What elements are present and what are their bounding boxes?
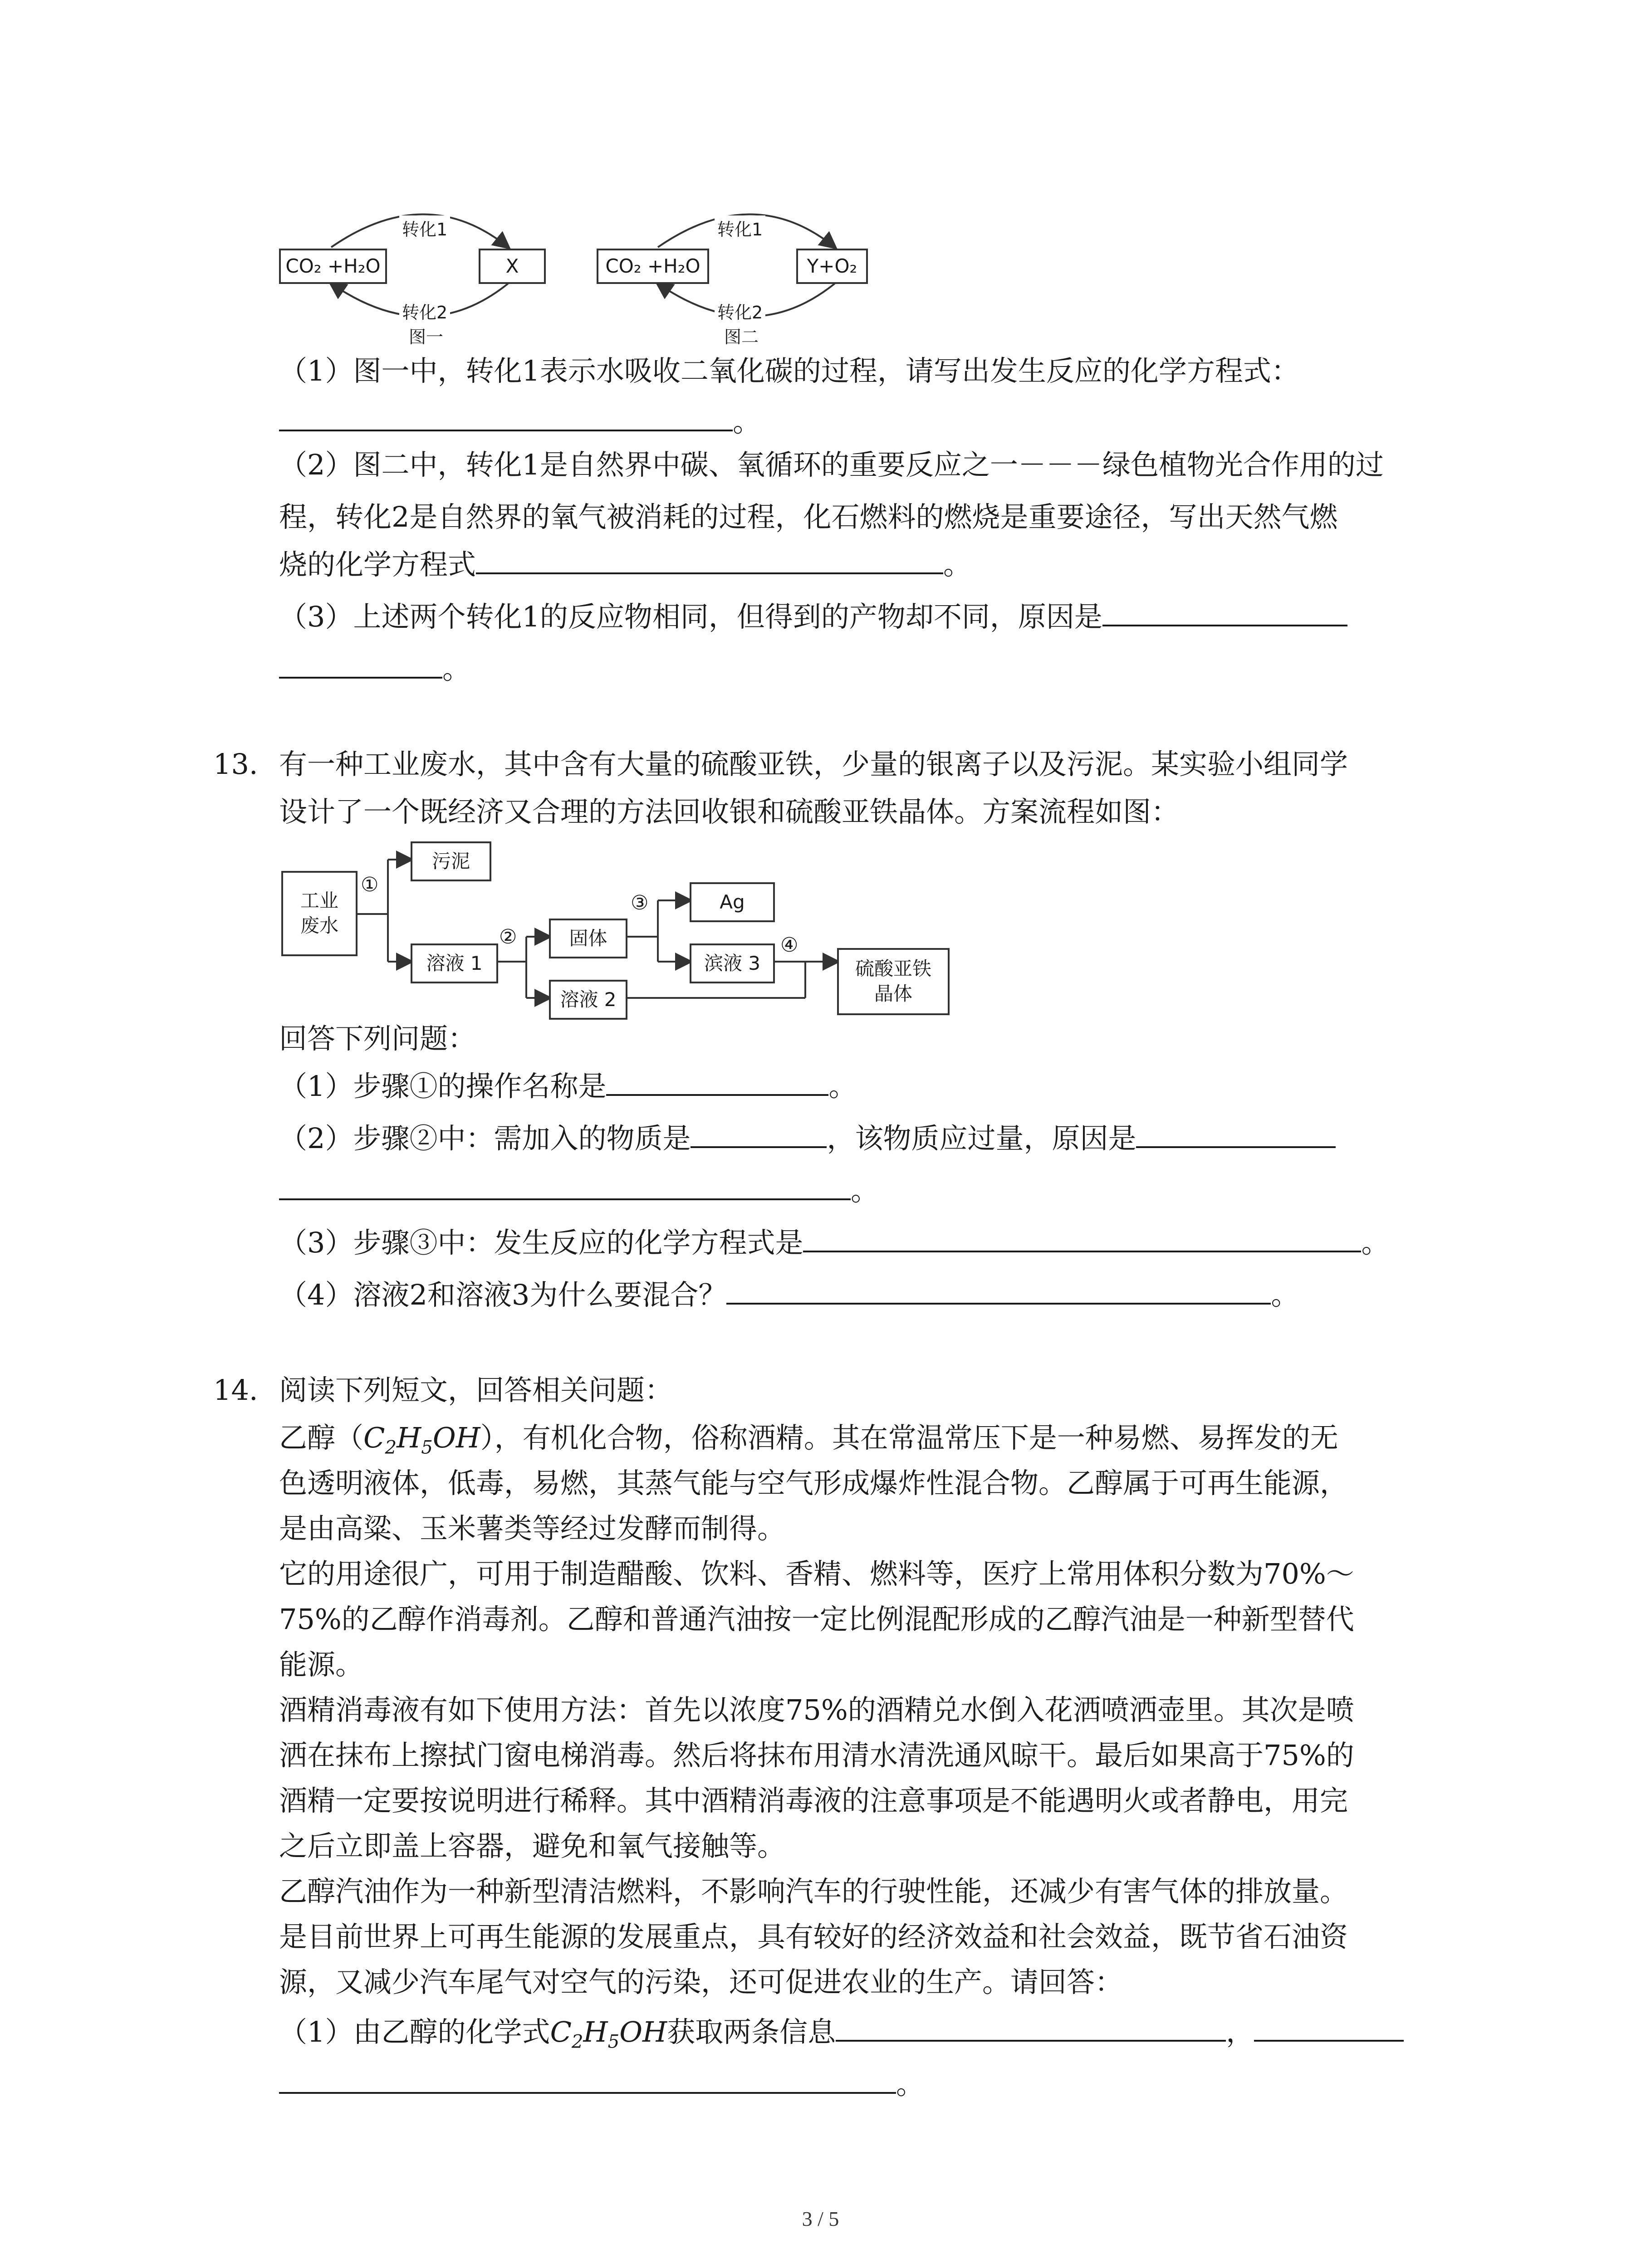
- q14-answer1-blank-c[interactable]: [279, 2064, 896, 2094]
- q14-line8: 洒在抹布上擦拭门窗电梯消毒。然后将抹布用清水清洗通风晾干。最后如果高于75%的: [279, 1739, 1354, 1772]
- flow-solution3: 滨液 3: [690, 943, 775, 983]
- q12-part2-line2: 程，转化2是自然界的氧气被消耗的过程，化石燃料的燃烧是重要途径，写出天然气燃: [279, 500, 1338, 533]
- q13-step2-blank-c[interactable]: [279, 1170, 851, 1200]
- q12-part2-line3: 烧的化学方程式 。: [279, 542, 971, 587]
- q14-line1: 乙醇$(C_2H_5OH)$，有机化合物，俗称酒精。其在常温常压下是一种易燃、易挥发的无: [279, 1421, 1338, 1458]
- q12-part2-line1: （2）图二中，转化1是自然界中碳、氧循环的重要反应之一－－－绿色植物光合作用的过: [279, 448, 1384, 481]
- q14-line6: 能源。: [279, 1648, 364, 1681]
- diagram2-left-box: CO₂ +H₂O: [597, 249, 709, 284]
- q13-answer-intro: 回答下列问题：: [279, 1022, 476, 1055]
- q14-answer1-blank-b[interactable]: [1254, 2012, 1404, 2042]
- q14-question1: （1）由乙醇的化学式$C_2H_5OH$获取两条信息 ，: [279, 2009, 1404, 2064]
- cycle-diagrams-arrows: [0, 0, 1641, 363]
- flow-step2: ②: [499, 925, 517, 948]
- q14-intro: 阅读下列短文，回答相关问题：: [279, 1374, 673, 1407]
- q12-answer3-blank-a[interactable]: [1102, 596, 1347, 626]
- diagram1-left-box: CO₂ +H₂O: [279, 249, 387, 284]
- q12-answer1-blank[interactable]: [279, 401, 733, 431]
- diagram1-right-box: X: [479, 249, 546, 284]
- q12-part3: （3）上述两个转化1的反应物相同，但得到的产物却不同，原因是: [279, 594, 1347, 640]
- flow-step4: ④: [780, 934, 798, 957]
- q14-answer1-blank-a[interactable]: [836, 2012, 1226, 2042]
- flow-step1: ①: [361, 873, 379, 896]
- q12-part1: （1）图一中，转化1表示水吸收二氧化碳的过程，请写出发生反应的化学方程式：: [279, 354, 1299, 387]
- q13-step4: （4）溶液2和溶液3为什么要混合？ 。: [279, 1272, 1299, 1318]
- q14-line13: 源，又减少汽车尾气对空气的污染，还可促进农业的生产。请回答：: [279, 1965, 1123, 1999]
- flow-solution2: 溶液 2: [549, 980, 627, 1020]
- q14-line2: 色透明液体，低毒，易燃，其蒸气能与空气形成爆炸性混合物。乙醇属于可再生能源，: [279, 1466, 1348, 1500]
- q12-answer3-blank-b[interactable]: [279, 649, 442, 679]
- q14-number: 14.: [213, 1374, 258, 1407]
- q13-flowchart-arrows: [0, 826, 1641, 1043]
- q13-step3: （3）步骤③中：发生反应的化学方程式是 。: [279, 1220, 1389, 1266]
- flow-solid: 固体: [549, 919, 627, 958]
- q14-line10: 之后立即盖上容器，避免和氧气接触等。: [279, 1829, 786, 1862]
- diagram1-top-label: 转化1: [399, 215, 450, 240]
- diagram2-top-label: 转化1: [715, 215, 765, 240]
- q13-step1: （1）步骤①的操作名称是 。: [279, 1064, 857, 1109]
- q14-line9: 酒精一定要按说明进行稀释。其中酒精消毒液的注意事项是不能遇明火或者静电，用完: [279, 1784, 1348, 1817]
- ethanol-formula-2: $C_2H_5OH$: [550, 2015, 667, 2053]
- q14-question1-cont: 。: [279, 2062, 924, 2107]
- q13-step3-blank[interactable]: [803, 1222, 1361, 1252]
- q14-line3: 是由高粱、玉米薯类等经过发酵而制得。: [279, 1512, 786, 1545]
- flow-sludge: 污泥: [411, 841, 491, 881]
- q13-number: 13.: [213, 748, 258, 781]
- q14-line11: 乙醇汽油作为一种新型清洁燃料，不影响汽车的行驶性能，还减少有害气体的排放量。: [279, 1875, 1348, 1908]
- flow-step3: ③: [631, 891, 649, 914]
- q13-step2-blank-b[interactable]: [1136, 1118, 1336, 1148]
- diagram2-caption: 图二: [721, 323, 761, 348]
- page-number: 3 / 5: [802, 2207, 839, 2230]
- q14-line12: 是目前世界上可再生能源的发展重点，具有较好的经济效益和社会效益，既节省石油资: [279, 1920, 1348, 1953]
- q14-line4: 它的用途很广，可用于制造醋酸、饮料、香精、燃料等，医疗上常用体积分数为70%～: [279, 1557, 1354, 1590]
- diagram1-bottom-label: 转化2: [399, 298, 450, 323]
- q13-step2-cont: 。: [279, 1168, 879, 1213]
- q12-part1-answer: 。: [279, 399, 761, 445]
- q14-line5: 75%的乙醇作消毒剂。乙醇和普通汽油按一定比例混配形成的乙醇汽油是一种新型替代: [279, 1603, 1354, 1636]
- q12-answer2-blank[interactable]: [476, 544, 943, 574]
- flow-product: 硫酸亚铁 晶体: [837, 948, 950, 1015]
- q13-step2-blank-a[interactable]: [691, 1118, 827, 1148]
- flow-solution1: 溶液 1: [411, 943, 498, 983]
- q13-step1-blank[interactable]: [606, 1066, 828, 1096]
- diagram2-right-box: Y+O₂: [796, 249, 868, 284]
- ethanol-formula: $C_2H_5OH$: [363, 1421, 480, 1458]
- q13-step4-blank[interactable]: [726, 1275, 1271, 1305]
- flow-waste-water: 工业 废水: [281, 871, 358, 956]
- q13-stem-line1: 有一种工业废水，其中含有大量的硫酸亚铁，少量的银离子以及污泥。某实验小组同学: [279, 748, 1348, 781]
- q12-part3-cont: 。: [279, 646, 470, 692]
- diagram2-bottom-label: 转化2: [715, 298, 765, 323]
- flow-silver: Ag: [690, 882, 775, 922]
- q13-step2: （2）步骤②中：需加入的物质是 ，该物质应过量，原因是: [279, 1116, 1336, 1161]
- q13-stem-line2: 设计了一个既经济又合理的方法回收银和硫酸亚铁晶体。方案流程如图：: [279, 795, 1180, 828]
- q14-line7: 酒精消毒液有如下使用方法：首先以浓度75%的酒精兑水倒入花洒喷洒壶里。其次是喷: [279, 1693, 1354, 1726]
- diagram1-caption: 图一: [406, 323, 446, 348]
